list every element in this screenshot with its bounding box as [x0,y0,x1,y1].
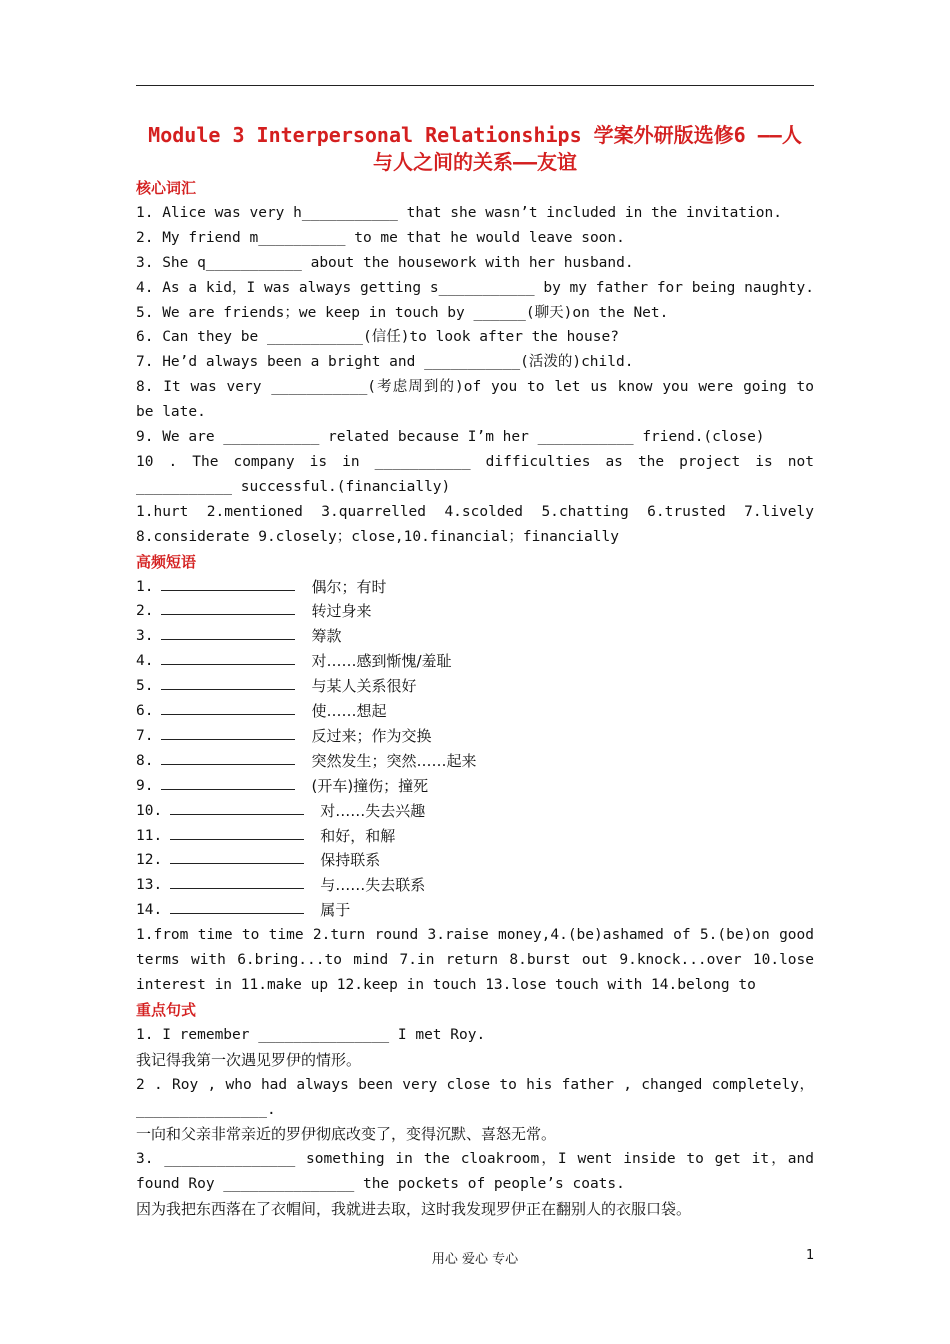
phrase-blank [161,724,295,740]
phrase-number: 11. [136,827,163,844]
footer-motto: 用心 爱心 专心 [431,1252,519,1267]
header-rule [136,85,814,86]
phrase-blank [170,824,304,840]
sentence-translation: 一向和父亲非常亲近的罗伊彻底改变了，变得沉默、喜怒无常。 [136,1125,557,1144]
phrase-item [136,824,814,849]
vocab-item: 8. It was very ___________(考虑周到的)of you to let us know you were going to be late. [136,379,814,421]
phrase-item [136,624,814,649]
phrase-number: 7. [136,727,154,744]
phrase-meaning: 属于 [320,901,351,920]
phrase-meaning: 与……失去联系 [320,876,426,895]
phrase-meaning: 对……失去兴趣 [320,801,426,820]
vocab-item: 4. As a kid，I was always getting s___________ by my father for being naughty. [136,279,814,296]
phrase-number: 3. [136,628,154,645]
phrase-item [136,724,814,749]
phrase-number: 1. [136,578,154,595]
phrase-meaning: 和好，和解 [320,826,396,845]
phrase-number: 6. [136,703,154,720]
phrase-number: 14. [136,902,163,919]
phrase-number: 12. [136,852,163,869]
phrase-blank [161,674,295,690]
phrase-number: 5. [136,678,154,695]
phrase-blank [161,699,295,715]
phrase-blank [161,649,295,665]
vocab-item: 5. We are friends；we keep in touch by ______(聊天)on the Net. [136,304,669,321]
phrase-meaning: 保持联系 [320,851,381,870]
phrase-item [136,848,814,873]
sentence-item: 2 . Roy , who had always been very close to his father , changed completely，_______________. [136,1076,814,1118]
phrase-item [136,873,814,898]
vocab-item: 1. Alice was very h___________ that she wasn’t included in the invitation. [136,204,783,221]
phrase-blank [161,575,295,591]
worksheet-body [136,176,814,1222]
phrase-meaning: 突然发生；突然……起来 [311,751,477,770]
section-heading-vocab: 核心词汇 [136,179,197,197]
title-line-2: 与人之间的关系——友谊 [372,150,578,174]
vocab-item: 9. We are ___________ related because I’m her ___________ friend.(close) [136,429,765,446]
phrase-blank [170,898,304,914]
phrase-blank [161,749,295,765]
phrase-meaning: 偶尔；有时 [311,577,387,596]
phrase-item [136,575,814,600]
phrase-item [136,898,814,923]
phrase-meaning: 筹款 [311,627,342,646]
phrase-number: 13. [136,877,163,894]
phrase-number: 8. [136,752,154,769]
phrase-blank [170,873,304,889]
title-line-1: Module 3 Interpersonal Relationships 学案外研版选修6 ——人 [148,123,802,147]
phrase-item [136,749,814,774]
sentence-translation: 因为我把东西落在了衣帽间，我就进去取，这时我发现罗伊正在翻别人的衣服口袋。 [136,1200,692,1219]
sentence-item: 1. I remember _______________ I met Roy. [136,1026,486,1043]
phrase-blank [161,599,295,615]
phrase-meaning: 使……想起 [311,702,387,721]
phrase-blank [170,799,304,815]
sentence-translation: 我记得我第一次遇见罗伊的情形。 [136,1050,362,1069]
vocab-item: 7. He’d always been a bright and ___________(活泼的)child. [136,354,634,371]
phrase-item [136,699,814,724]
vocab-item: 6. Can they be ___________(信任)to look after the house? [136,329,619,346]
phrase-item [136,774,814,799]
vocab-answers: 1.hurt 2.mentioned 3.quarrelled 4.scolded 5.chatting 6.trusted 7.lively 8.considerate 9.closely；close,10.financial；financially [136,503,814,545]
vocab-item: 3. She q___________ about the housework with her husband. [136,254,634,271]
phrase-number: 10. [136,802,163,819]
phrase-blank [161,774,295,790]
phrase-blank [161,624,295,640]
phrase-item [136,674,814,699]
phrase-number: 9. [136,777,154,794]
phrase-answers: 1.from time to time 2.turn round 3.raise money,4.(be)ashamed of 5.(be)on good terms with 6.bring...to mind 7.in return 8.burst out 9.knock...over 10.lose interest in 11.make up 12.keep in touch 13.lose touch with 14.belong to [136,927,814,993]
phrase-meaning: 反过来；作为交换 [311,726,432,745]
phrase-meaning: 与某人关系很好 [311,677,417,696]
vocab-item: 2. My friend m__________ to me that he would leave soon. [136,229,625,246]
phrase-list [136,575,814,924]
phrase-number: 4. [136,653,154,670]
phrase-number: 2. [136,603,154,620]
phrase-meaning: 转过身来 [311,602,372,621]
phrase-meaning: (开车)撞伤；撞死 [311,776,429,795]
phrase-item [136,799,814,824]
phrase-item [136,599,814,624]
section-heading-phrases: 高频短语 [136,552,197,571]
section-heading-sentences: 重点句式 [136,1000,197,1019]
page-number: 1 [806,1248,815,1263]
sentence-item: 3. _______________ something in the cloakroom，I went inside to get it，and found Roy _______________ the pockets of people’s coats. [136,1151,814,1193]
phrase-blank [170,848,304,864]
phrase-item [136,649,814,674]
page-title [136,122,814,176]
phrase-meaning: 对……感到惭愧/羞耻 [311,652,452,671]
vocab-item: 10 . The company is in ___________ difficulties as the project is not ___________ successful.(financially) [136,453,814,495]
